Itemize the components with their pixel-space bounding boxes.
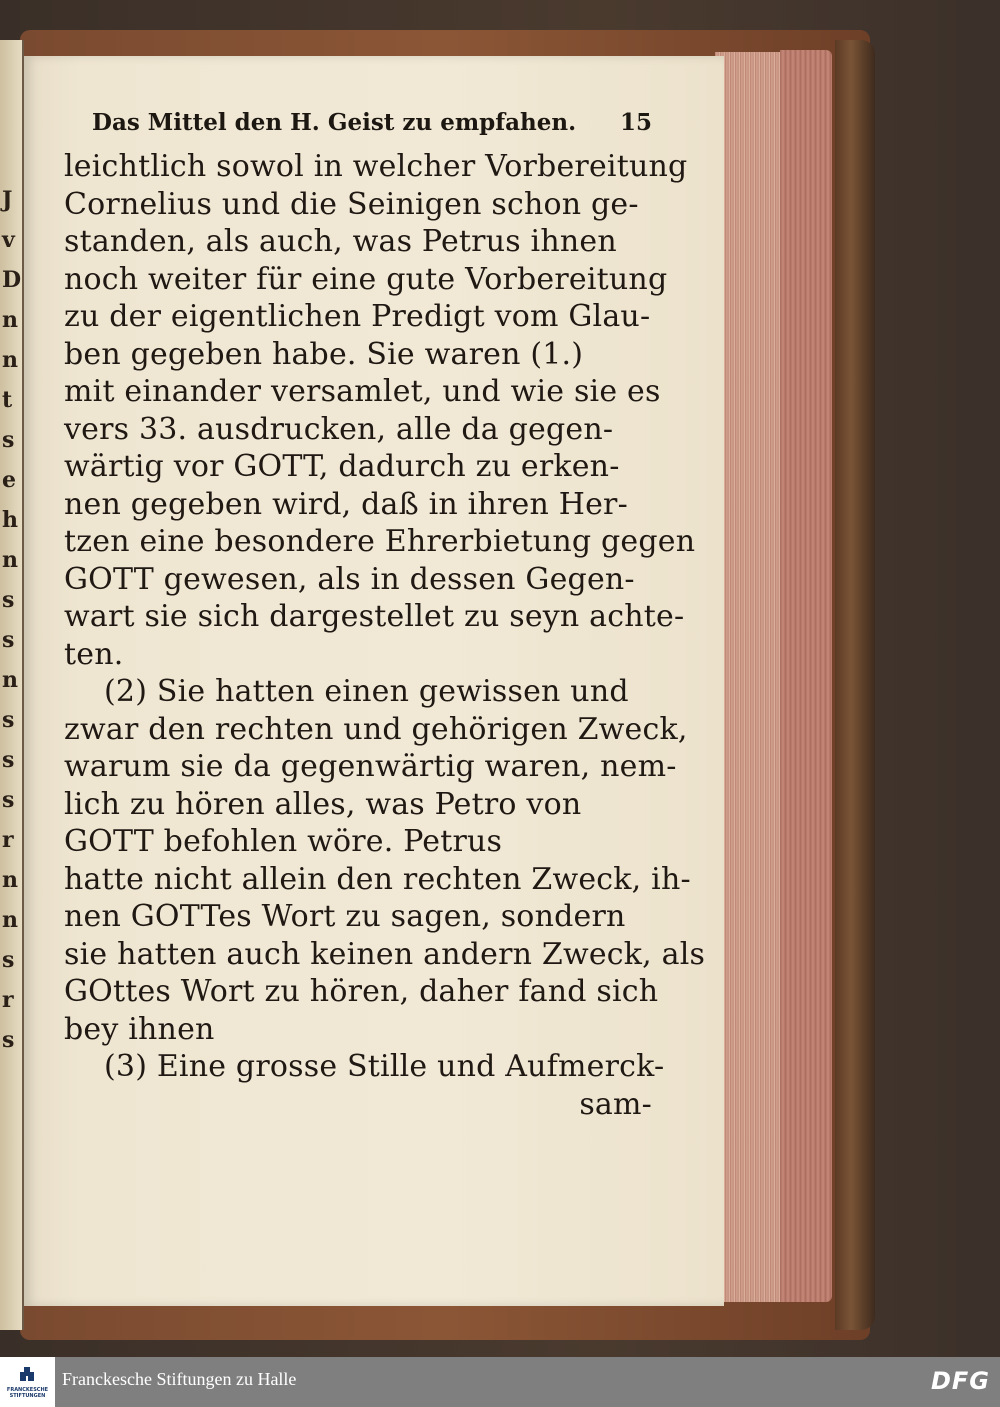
left-page-mark: s (2, 787, 15, 813)
left-page-mark: J (2, 187, 13, 213)
institution-name[interactable]: Franckesche Stiftungen zu Halle (62, 1369, 297, 1389)
text-line: (2) Sie hatten einen gewissen und (104, 674, 629, 709)
text-line: wärtig vor GOTT, dadurch zu erken- (64, 449, 620, 484)
left-page-mark: n (2, 347, 18, 373)
text-line: bey ihnen (64, 1011, 215, 1047)
left-page-mark: v (2, 227, 15, 253)
right-page (24, 56, 724, 1306)
left-page-mark: t (2, 387, 13, 413)
logo-text: FRANCKESCHE STIFTUNGEN (6, 1387, 49, 1399)
text-line: standen, als auch, was Petrus ihnen (64, 224, 617, 259)
left-page-mark: n (2, 307, 18, 333)
text-line: warum sie da gegenwärtig waren, nem- (64, 749, 677, 784)
viewer-footer-bar (0, 1357, 1000, 1407)
left-page-mark: s (2, 747, 15, 773)
page-number: 15 (619, 109, 652, 136)
text-line: GOTT gewesen, als in dessen Gegen- (64, 561, 635, 597)
left-page-mark: h (2, 507, 18, 533)
book-spine (835, 40, 875, 1330)
text-line: lich zu hören alles, was Petro von (64, 786, 582, 822)
left-page-mark: n (2, 547, 18, 573)
text-line: nen gegeben wird, daß in ihren Her- (64, 486, 628, 522)
left-page-text-fragments (2, 180, 20, 1060)
left-page-mark: e (2, 467, 16, 493)
running-head-title: Das Mittel den H. Geist zu empfahen. (92, 109, 577, 136)
text-line: (3) Eine grosse Stille und Aufmerck- (104, 1049, 665, 1084)
text-line: tzen eine besondere Ehrerbietung gegen (64, 524, 696, 559)
text-line: sie hatten auch keinen andern Zweck, als (64, 936, 706, 972)
text-line: GOTT befohlen wöre. Petrus (64, 824, 503, 859)
dfg-logo[interactable]: DFG (930, 1367, 990, 1395)
left-page-mark: D (2, 267, 22, 293)
text-line: zu der eigentlichen Predigt vom Glau- (64, 299, 651, 334)
text-line: ben gegeben habe. Sie waren (1.) (64, 336, 584, 372)
text-line: zwar den rechten und gehörigen Zweck, (64, 711, 688, 747)
text-line: wart sie sich dargestellet zu seyn achte- (64, 599, 685, 634)
text-line: noch weiter für eine gute Vorbereitung (64, 261, 668, 297)
left-page-mark: s (2, 427, 15, 453)
orphanage-building-icon (18, 1365, 36, 1383)
institution-logo[interactable] (0, 1357, 55, 1407)
left-page-fragment (0, 40, 24, 1330)
left-page-mark: s (2, 587, 15, 613)
left-page-mark: s (2, 707, 15, 733)
page-edges-outer (780, 50, 832, 1302)
text-line: leichtlich sowol in welcher Vorbereitung (64, 149, 688, 184)
left-page-mark: r (2, 827, 14, 853)
page-body-text (64, 148, 706, 1123)
running-head (92, 100, 652, 136)
text-line: GOttes Wort zu hören, daher fand sich (64, 974, 659, 1009)
left-page-mark: n (2, 907, 18, 933)
left-page-mark: s (2, 947, 15, 973)
text-line: vers 33. ausdrucken, alle da gegen- (64, 411, 614, 447)
left-page-mark: r (2, 987, 14, 1013)
left-page-mark: n (2, 667, 18, 693)
left-page-mark: s (2, 627, 15, 653)
left-page-mark: n (2, 867, 18, 893)
left-page-mark: s (2, 1027, 15, 1053)
text-line: hatte nicht allein den rechten Zweck, ih- (64, 861, 691, 897)
text-line: mit einander versamlet, und wie sie es (64, 374, 661, 409)
text-line: Cornelius und die Seinigen schon ge- (64, 186, 639, 222)
text-line: sam- (579, 1086, 652, 1122)
text-line: ten. (64, 636, 124, 672)
text-line: nen GOTTes Wort zu sagen, sondern (64, 899, 626, 934)
